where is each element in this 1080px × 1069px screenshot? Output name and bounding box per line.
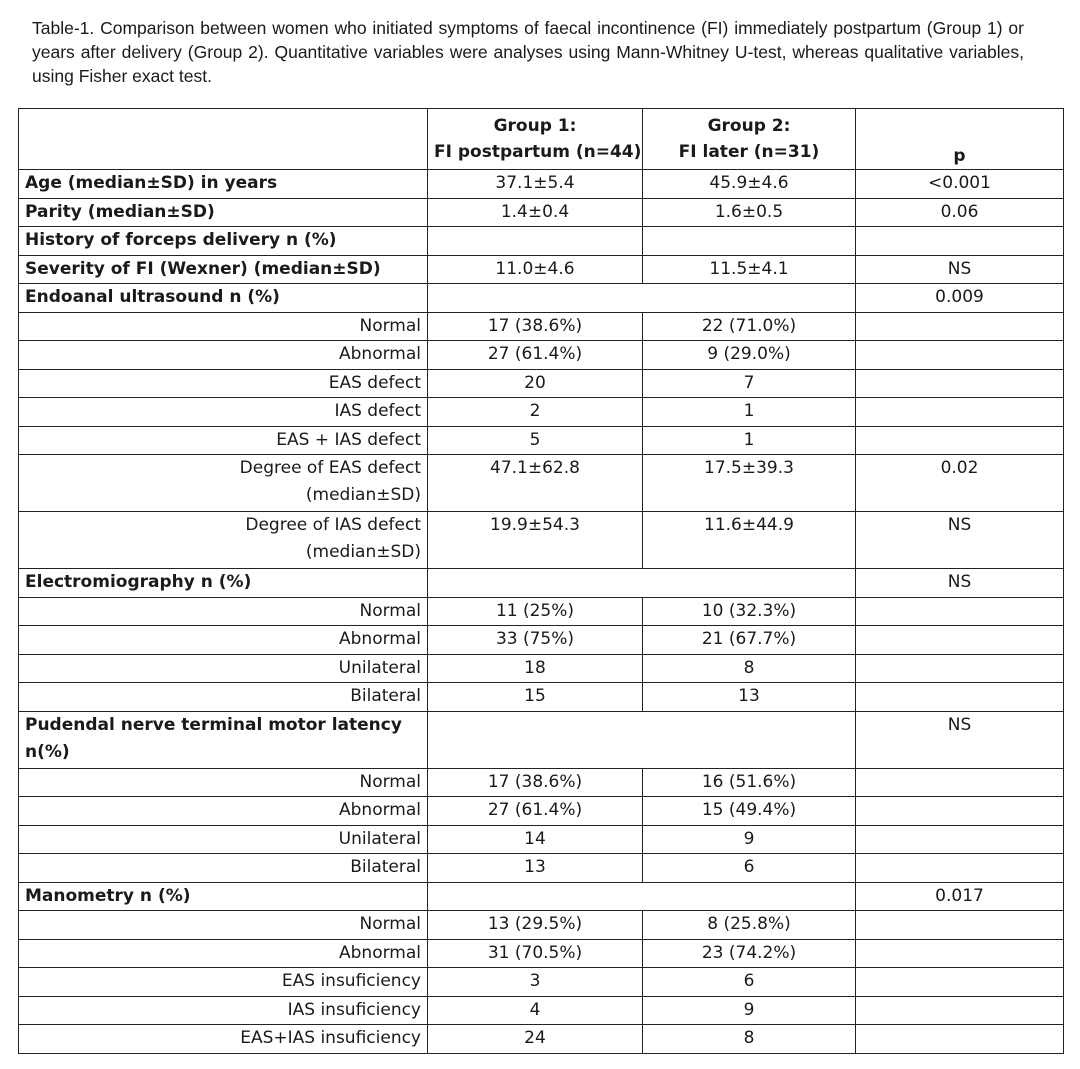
table-row xyxy=(19,369,1064,398)
group1-value: 17 (38.6%) xyxy=(428,312,643,341)
table-row xyxy=(19,825,1064,854)
group1-value: 3 xyxy=(428,968,643,997)
row-label: Unilateral xyxy=(19,654,428,683)
group1-value: 24 xyxy=(428,1025,643,1054)
p-value xyxy=(856,1025,1064,1054)
group2-value: 9 (29.0%) xyxy=(643,341,856,370)
row-label: Bilateral xyxy=(19,683,428,712)
group1-value: 11.0±4.6 xyxy=(428,255,643,284)
group1-value xyxy=(428,227,643,256)
table-row xyxy=(19,255,1064,284)
header-group1: Group 1: FI postpartum (n=44) xyxy=(428,109,643,170)
row-label: Abnormal xyxy=(19,797,428,826)
p-value xyxy=(856,626,1064,655)
p-value: 0.02 xyxy=(856,455,1064,512)
table-row xyxy=(19,939,1064,968)
p-value xyxy=(856,398,1064,427)
row-label: History of forceps delivery n (%) xyxy=(19,227,428,256)
group1-value: 1.4±0.4 xyxy=(428,198,643,227)
p-value: 0.06 xyxy=(856,198,1064,227)
merged-empty-cell xyxy=(428,711,856,768)
table-row xyxy=(19,569,1064,598)
group2-value: 9 xyxy=(643,825,856,854)
header-blank-cell xyxy=(19,109,428,170)
group2-value: 7 xyxy=(643,369,856,398)
table-row xyxy=(19,597,1064,626)
p-value: NS xyxy=(856,711,1064,768)
row-label: Normal xyxy=(19,911,428,940)
table-row xyxy=(19,512,1064,569)
p-value xyxy=(856,341,1064,370)
row-label: Parity (median±SD) xyxy=(19,198,428,227)
row-label: Unilateral xyxy=(19,825,428,854)
table-row xyxy=(19,341,1064,370)
row-label: Normal xyxy=(19,312,428,341)
group1-value: 13 xyxy=(428,854,643,883)
comparison-table xyxy=(18,108,1064,1054)
row-label: Normal xyxy=(19,768,428,797)
group2-value: 13 xyxy=(643,683,856,712)
table-row xyxy=(19,768,1064,797)
group2-value xyxy=(643,227,856,256)
group1-value: 18 xyxy=(428,654,643,683)
group2-value: 10 (32.3%) xyxy=(643,597,856,626)
row-label: Degree of EAS defect (median±SD) xyxy=(19,455,428,512)
p-value xyxy=(856,911,1064,940)
table-row xyxy=(19,882,1064,911)
group1-value: 13 (29.5%) xyxy=(428,911,643,940)
group1-value: 19.9±54.3 xyxy=(428,512,643,569)
p-value: NS xyxy=(856,255,1064,284)
p-value xyxy=(856,683,1064,712)
table-row xyxy=(19,996,1064,1025)
table-row xyxy=(19,455,1064,512)
table-row xyxy=(19,854,1064,883)
header-p: p xyxy=(856,109,1064,170)
group1-value: 37.1±5.4 xyxy=(428,170,643,199)
p-value xyxy=(856,825,1064,854)
row-label: IAS defect xyxy=(19,398,428,427)
group1-value: 27 (61.4%) xyxy=(428,797,643,826)
p-value xyxy=(856,768,1064,797)
group2-value: 8 xyxy=(643,1025,856,1054)
group2-value: 1 xyxy=(643,426,856,455)
group1-value: 15 xyxy=(428,683,643,712)
merged-empty-cell xyxy=(428,882,856,911)
p-value: NS xyxy=(856,569,1064,598)
section-label: Endoanal ultrasound n (%) xyxy=(19,284,428,313)
table-row xyxy=(19,654,1064,683)
row-label: Bilateral xyxy=(19,854,428,883)
table-row xyxy=(19,312,1064,341)
group2-value: 45.9±4.6 xyxy=(643,170,856,199)
group1-value: 47.1±62.8 xyxy=(428,455,643,512)
row-label: Severity of FI (Wexner) (median±SD) xyxy=(19,255,428,284)
table-row xyxy=(19,426,1064,455)
row-label: Normal xyxy=(19,597,428,626)
table-row xyxy=(19,398,1064,427)
group1-value: 5 xyxy=(428,426,643,455)
group1-value: 20 xyxy=(428,369,643,398)
row-label: Age (median±SD) in years xyxy=(19,170,428,199)
section-label: Electromiography n (%) xyxy=(19,569,428,598)
table-row xyxy=(19,284,1064,313)
group2-value: 23 (74.2%) xyxy=(643,939,856,968)
p-value xyxy=(856,939,1064,968)
row-label: IAS insuficiency xyxy=(19,996,428,1025)
row-label: Abnormal xyxy=(19,626,428,655)
header-group2: Group 2: FI later (n=31) xyxy=(643,109,856,170)
p-value xyxy=(856,797,1064,826)
table-row xyxy=(19,227,1064,256)
group2-value: 6 xyxy=(643,968,856,997)
table-row xyxy=(19,683,1064,712)
p-value xyxy=(856,968,1064,997)
group2-value: 11.5±4.1 xyxy=(643,255,856,284)
merged-empty-cell xyxy=(428,284,856,313)
row-label: Degree of IAS defect (median±SD) xyxy=(19,512,428,569)
p-value xyxy=(856,654,1064,683)
table-header-row xyxy=(19,109,1064,170)
table-caption: Table-1. Comparison between women who initiated symptoms of faecal incontinence (FI) immediately postpartum (Group 1) or years after delivery (Group 2). Quantitative variables were analyses using Mann-Whitney U-test, whereas qualitative variables, using Fisher exact test. xyxy=(32,18,1024,86)
table-row xyxy=(19,626,1064,655)
group2-value: 1.6±0.5 xyxy=(643,198,856,227)
group1-value: 17 (38.6%) xyxy=(428,768,643,797)
group1-value: 27 (61.4%) xyxy=(428,341,643,370)
table-row xyxy=(19,170,1064,199)
group2-value: 17.5±39.3 xyxy=(643,455,856,512)
p-value: 0.009 xyxy=(856,284,1064,313)
group1-value: 11 (25%) xyxy=(428,597,643,626)
row-label: EAS insuficiency xyxy=(19,968,428,997)
p-value xyxy=(856,996,1064,1025)
row-label: Abnormal xyxy=(19,341,428,370)
group2-value: 8 xyxy=(643,654,856,683)
row-label: EAS defect xyxy=(19,369,428,398)
table-row xyxy=(19,1025,1064,1054)
p-value xyxy=(856,369,1064,398)
p-value: NS xyxy=(856,512,1064,569)
table-row xyxy=(19,198,1064,227)
table-row xyxy=(19,711,1064,768)
group1-value: 33 (75%) xyxy=(428,626,643,655)
group1-value: 31 (70.5%) xyxy=(428,939,643,968)
section-label: Manometry n (%) xyxy=(19,882,428,911)
row-label: EAS + IAS defect xyxy=(19,426,428,455)
group1-value: 4 xyxy=(428,996,643,1025)
row-label: EAS+IAS insuficiency xyxy=(19,1025,428,1054)
p-value xyxy=(856,854,1064,883)
p-value xyxy=(856,227,1064,256)
p-value: <0.001 xyxy=(856,170,1064,199)
p-value: 0.017 xyxy=(856,882,1064,911)
group2-value: 15 (49.4%) xyxy=(643,797,856,826)
merged-empty-cell xyxy=(428,569,856,598)
table-row xyxy=(19,968,1064,997)
group2-value: 22 (71.0%) xyxy=(643,312,856,341)
group2-value: 21 (67.7%) xyxy=(643,626,856,655)
section-label: Pudendal nerve terminal motor latency n(%) xyxy=(19,711,428,768)
group2-value: 1 xyxy=(643,398,856,427)
group2-value: 16 (51.6%) xyxy=(643,768,856,797)
p-value xyxy=(856,426,1064,455)
p-value xyxy=(856,312,1064,341)
p-value xyxy=(856,597,1064,626)
group2-value: 11.6±44.9 xyxy=(643,512,856,569)
group2-value: 6 xyxy=(643,854,856,883)
table-row xyxy=(19,911,1064,940)
group1-value: 14 xyxy=(428,825,643,854)
group1-value: 2 xyxy=(428,398,643,427)
row-label: Abnormal xyxy=(19,939,428,968)
table-row xyxy=(19,797,1064,826)
group2-value: 8 (25.8%) xyxy=(643,911,856,940)
group2-value: 9 xyxy=(643,996,856,1025)
